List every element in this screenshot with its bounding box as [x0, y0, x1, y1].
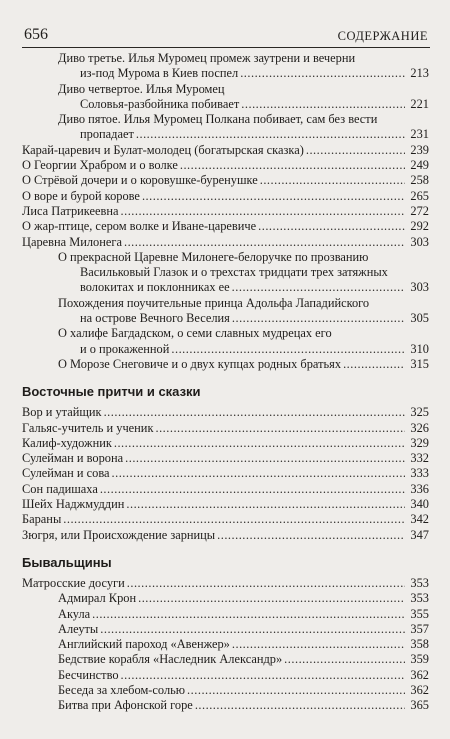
toc-entry-last-line: [22, 512, 429, 527]
toc-entry-title: и о прокаженной: [80, 341, 170, 356]
toc-entry: [0, 143, 450, 158]
toc-entry: [0, 82, 450, 113]
header-rule: [22, 47, 430, 48]
toc-entry-last-line: [58, 357, 429, 372]
toc-entry-title: О жар-птице, сером волке и Иване-царевиче: [22, 219, 257, 234]
toc-entry: [0, 158, 450, 173]
toc-entry: [0, 482, 450, 497]
toc-entry-page: 315: [410, 356, 429, 371]
toc-entry: [0, 637, 450, 652]
toc-entry-page: 329: [410, 435, 429, 450]
toc-group-continued: [0, 51, 450, 372]
dot-leader: [104, 405, 405, 420]
toc-entry-page: 258: [410, 173, 429, 188]
table-of-contents: [0, 51, 450, 714]
toc-entry-last-line: [22, 482, 429, 497]
running-head: СОДЕРЖАНИЕ: [337, 29, 428, 43]
toc-entry-title: Похождения поучительные принца Адольфа Лападийского: [58, 295, 370, 310]
toc-entry-title: Английский пароход «Авенжер»: [58, 637, 230, 652]
dot-leader: [124, 235, 405, 250]
dot-leader: [195, 698, 405, 713]
toc-entry-page: 326: [410, 420, 429, 435]
toc-entry: [0, 51, 450, 82]
dot-leader: [127, 576, 405, 591]
toc-group-byvalshchiny: [0, 576, 450, 714]
toc-entry-page: 303: [410, 280, 429, 295]
toc-entry-last-line: [22, 189, 429, 204]
dot-leader: [241, 97, 405, 112]
toc-entry-page: 325: [410, 405, 429, 420]
toc-entry: [0, 466, 450, 481]
toc-entry-last-line: [22, 219, 429, 234]
dot-leader: [180, 158, 405, 173]
dot-leader: [240, 66, 405, 81]
toc-entry-title: Бараны: [22, 512, 62, 527]
toc-entry: [0, 591, 450, 606]
toc-entry-page: 292: [410, 219, 429, 234]
toc-entry: [0, 189, 450, 204]
toc-entry-page: 336: [410, 481, 429, 496]
toc-entry-title: Вор и утайщик: [22, 405, 102, 420]
toc-entry-last-line: [22, 451, 429, 466]
page-number: 656: [24, 26, 48, 43]
toc-entry: [0, 497, 450, 512]
toc-entry-page: 365: [410, 698, 429, 713]
toc-entry-page: 305: [410, 311, 429, 326]
toc-entry-last-line: [22, 235, 429, 250]
dot-leader: [306, 143, 405, 158]
toc-entry: [0, 451, 450, 466]
dot-leader: [142, 189, 405, 204]
toc-entry-title: Калиф-художник: [22, 435, 112, 450]
toc-entry: [0, 622, 450, 637]
toc-entry: [0, 219, 450, 234]
toc-entry-title: Беседа за хлебом-солью: [58, 682, 186, 697]
toc-entry-title: из-под Мурома в Киев поспел: [80, 66, 239, 81]
toc-entry-page: 231: [410, 127, 429, 142]
dot-leader: [63, 512, 405, 527]
toc-entry-title: Зюгря, или Происхождение зарницы: [22, 527, 216, 542]
toc-entry-last-line: [58, 591, 429, 606]
toc-entry-title: Царевна Милонега: [22, 234, 122, 249]
toc-entry-title: Бедствие корабля «Наследник Александр»: [58, 652, 283, 667]
toc-entry-title: Битва при Афонской горе: [58, 698, 193, 713]
toc-entry-page: 362: [410, 667, 429, 682]
dot-leader: [112, 466, 405, 481]
toc-entry-page: 310: [410, 341, 429, 356]
toc-entry-page: 353: [410, 591, 429, 606]
toc-entry: [0, 173, 450, 188]
dot-leader: [284, 652, 405, 667]
toc-group-eastern: [0, 405, 450, 543]
toc-entry-page: 333: [410, 466, 429, 481]
toc-entry-title: О Георгии Храбром и о волке: [22, 158, 178, 173]
toc-entry-title: О халифе Багдадском, о семи славных мудрецах его: [58, 326, 332, 341]
toc-entry-last-line: [58, 311, 429, 326]
toc-entry-page: 353: [410, 575, 429, 590]
toc-entry: [0, 698, 450, 713]
toc-entry-last-line: [22, 405, 429, 420]
toc-entry-page: 213: [410, 66, 429, 81]
toc-entry-title: Бесчинство: [58, 667, 119, 682]
toc-entry-last-line: [22, 466, 429, 481]
toc-entry: [0, 204, 450, 219]
toc-entry-title: Васильковый Глазок и о трехстах тридцати трех затяжных: [80, 265, 388, 280]
toc-entry-last-line: [58, 652, 429, 667]
toc-entry-title: пропадает: [80, 127, 134, 142]
toc-entry-title: Диво четвертое. Илья Муромец: [58, 81, 225, 96]
toc-entry-page: 340: [410, 497, 429, 512]
toc-entry-page: 332: [410, 451, 429, 466]
toc-entry-last-line: [22, 576, 429, 591]
toc-entry-last-line: [58, 342, 429, 357]
toc-entry-title: О Морозе Снеговиче и о двух купцах родных братьях: [58, 356, 342, 371]
toc-entry-last-line: [58, 622, 429, 637]
toc-entry-last-line: [22, 497, 429, 512]
dot-leader: [114, 436, 405, 451]
toc-entry-last-line: [58, 668, 429, 683]
toc-entry-title: Адмирал Крон: [58, 591, 137, 606]
toc-entry-last-line: [58, 607, 429, 622]
toc-entry-last-line: [22, 173, 429, 188]
toc-entry-last-line: [58, 683, 429, 698]
toc-entry: [0, 326, 450, 357]
toc-entry-last-line: [22, 421, 429, 436]
toc-entry-last-line: [58, 97, 429, 112]
dot-leader: [155, 421, 405, 436]
toc-entry-page: 249: [410, 158, 429, 173]
toc-entry-title: Алеуты: [58, 621, 99, 636]
toc-entry-title: Сулейман и ворона: [22, 451, 124, 466]
dot-leader: [343, 357, 405, 372]
toc-entry-page: 357: [410, 621, 429, 636]
toc-entry-last-line: [22, 158, 429, 173]
toc-entry-page: 265: [410, 188, 429, 203]
toc-entry: [0, 668, 450, 683]
toc-entry-title: на острове Вечного Веселия: [80, 311, 230, 326]
toc-entry-page: 359: [410, 652, 429, 667]
toc-entry-title: Гальяс-учитель и ученик: [22, 420, 154, 435]
toc-entry: [0, 250, 450, 296]
dot-leader: [136, 127, 405, 142]
toc-entry-page: 355: [410, 606, 429, 621]
toc-entry-page: 239: [410, 142, 429, 157]
toc-entry-page: 221: [410, 96, 429, 111]
toc-entry: [0, 436, 450, 451]
dot-leader: [121, 668, 405, 683]
toc-entry-title: волокитах и поклонниках ее: [80, 280, 230, 295]
toc-entry-title: О Стрёвой дочери и о коровушке-буренушке: [22, 173, 258, 188]
toc-entry: [0, 112, 450, 143]
section-heading-eastern: Восточные притчи и сказки: [22, 384, 201, 400]
toc-entry-last-line: [58, 280, 429, 295]
toc-entry-last-line: [58, 66, 429, 81]
toc-entry-title: Диво третье. Илья Муромец промеж заутрени и вечерни: [58, 51, 356, 65]
toc-entry-title: Лиса Патрикеевна: [22, 203, 119, 218]
toc-entry: [0, 683, 450, 698]
dot-leader: [125, 451, 405, 466]
page-header: [0, 0, 450, 46]
toc-entry-page: 342: [410, 512, 429, 527]
toc-entry-page: 358: [410, 637, 429, 652]
toc-entry: [0, 296, 450, 327]
toc-entry-title: Сулейман и сова: [22, 466, 110, 481]
toc-entry: [0, 528, 450, 543]
dot-leader: [126, 497, 405, 512]
dot-leader: [232, 637, 405, 652]
dot-leader: [187, 683, 405, 698]
dot-leader: [100, 482, 405, 497]
toc-entry-title: Диво пятое. Илья Муромец Полкана побивает, сам без вести: [58, 112, 378, 127]
section-heading-byvalshchiny: Бывальщины: [22, 554, 112, 570]
dot-leader: [217, 528, 405, 543]
toc-entry-last-line: [58, 637, 429, 652]
dot-leader: [258, 219, 405, 234]
toc-entry-title: О прекрасной Царевне Милонеге-белоручке по прозванию: [58, 249, 369, 264]
toc-entry-title: Шейх Наджмуддин: [22, 497, 125, 512]
dot-leader: [232, 311, 405, 326]
toc-entry-last-line: [22, 204, 429, 219]
toc-entry-title: Сон падишаха: [22, 481, 98, 496]
toc-entry-last-line: [58, 698, 429, 713]
toc-entry-title: Матросские досуги: [22, 575, 125, 590]
toc-entry-page: 303: [410, 234, 429, 249]
toc-entry-last-line: [22, 528, 429, 543]
toc-entry-page: 362: [410, 682, 429, 697]
toc-entry: [0, 512, 450, 527]
toc-entry-last-line: [22, 436, 429, 451]
toc-entry-title: О воре и бурой корове: [22, 188, 140, 203]
toc-entry-title: Карай-царевич и Булат-молодец (богатырская сказка): [22, 142, 304, 157]
dot-leader: [100, 622, 405, 637]
toc-entry: [0, 405, 450, 420]
toc-entry-title: Соловья-разбойника побивает: [80, 96, 240, 111]
toc-entry: [0, 357, 450, 372]
dot-leader: [121, 204, 406, 219]
toc-entry: [0, 421, 450, 436]
dot-leader: [138, 591, 405, 606]
dot-leader: [92, 607, 405, 622]
toc-entry: [0, 576, 450, 591]
toc-entry-last-line: [22, 143, 429, 158]
toc-entry: [0, 235, 450, 250]
dot-leader: [171, 342, 405, 357]
toc-entry: [0, 652, 450, 667]
toc-entry: [0, 607, 450, 622]
dot-leader: [260, 173, 405, 188]
toc-entry-page: 347: [410, 527, 429, 542]
dot-leader: [232, 280, 405, 295]
toc-entry-last-line: [58, 127, 429, 142]
toc-entry-title: Акула: [58, 606, 91, 621]
toc-entry-page: 272: [410, 203, 429, 218]
